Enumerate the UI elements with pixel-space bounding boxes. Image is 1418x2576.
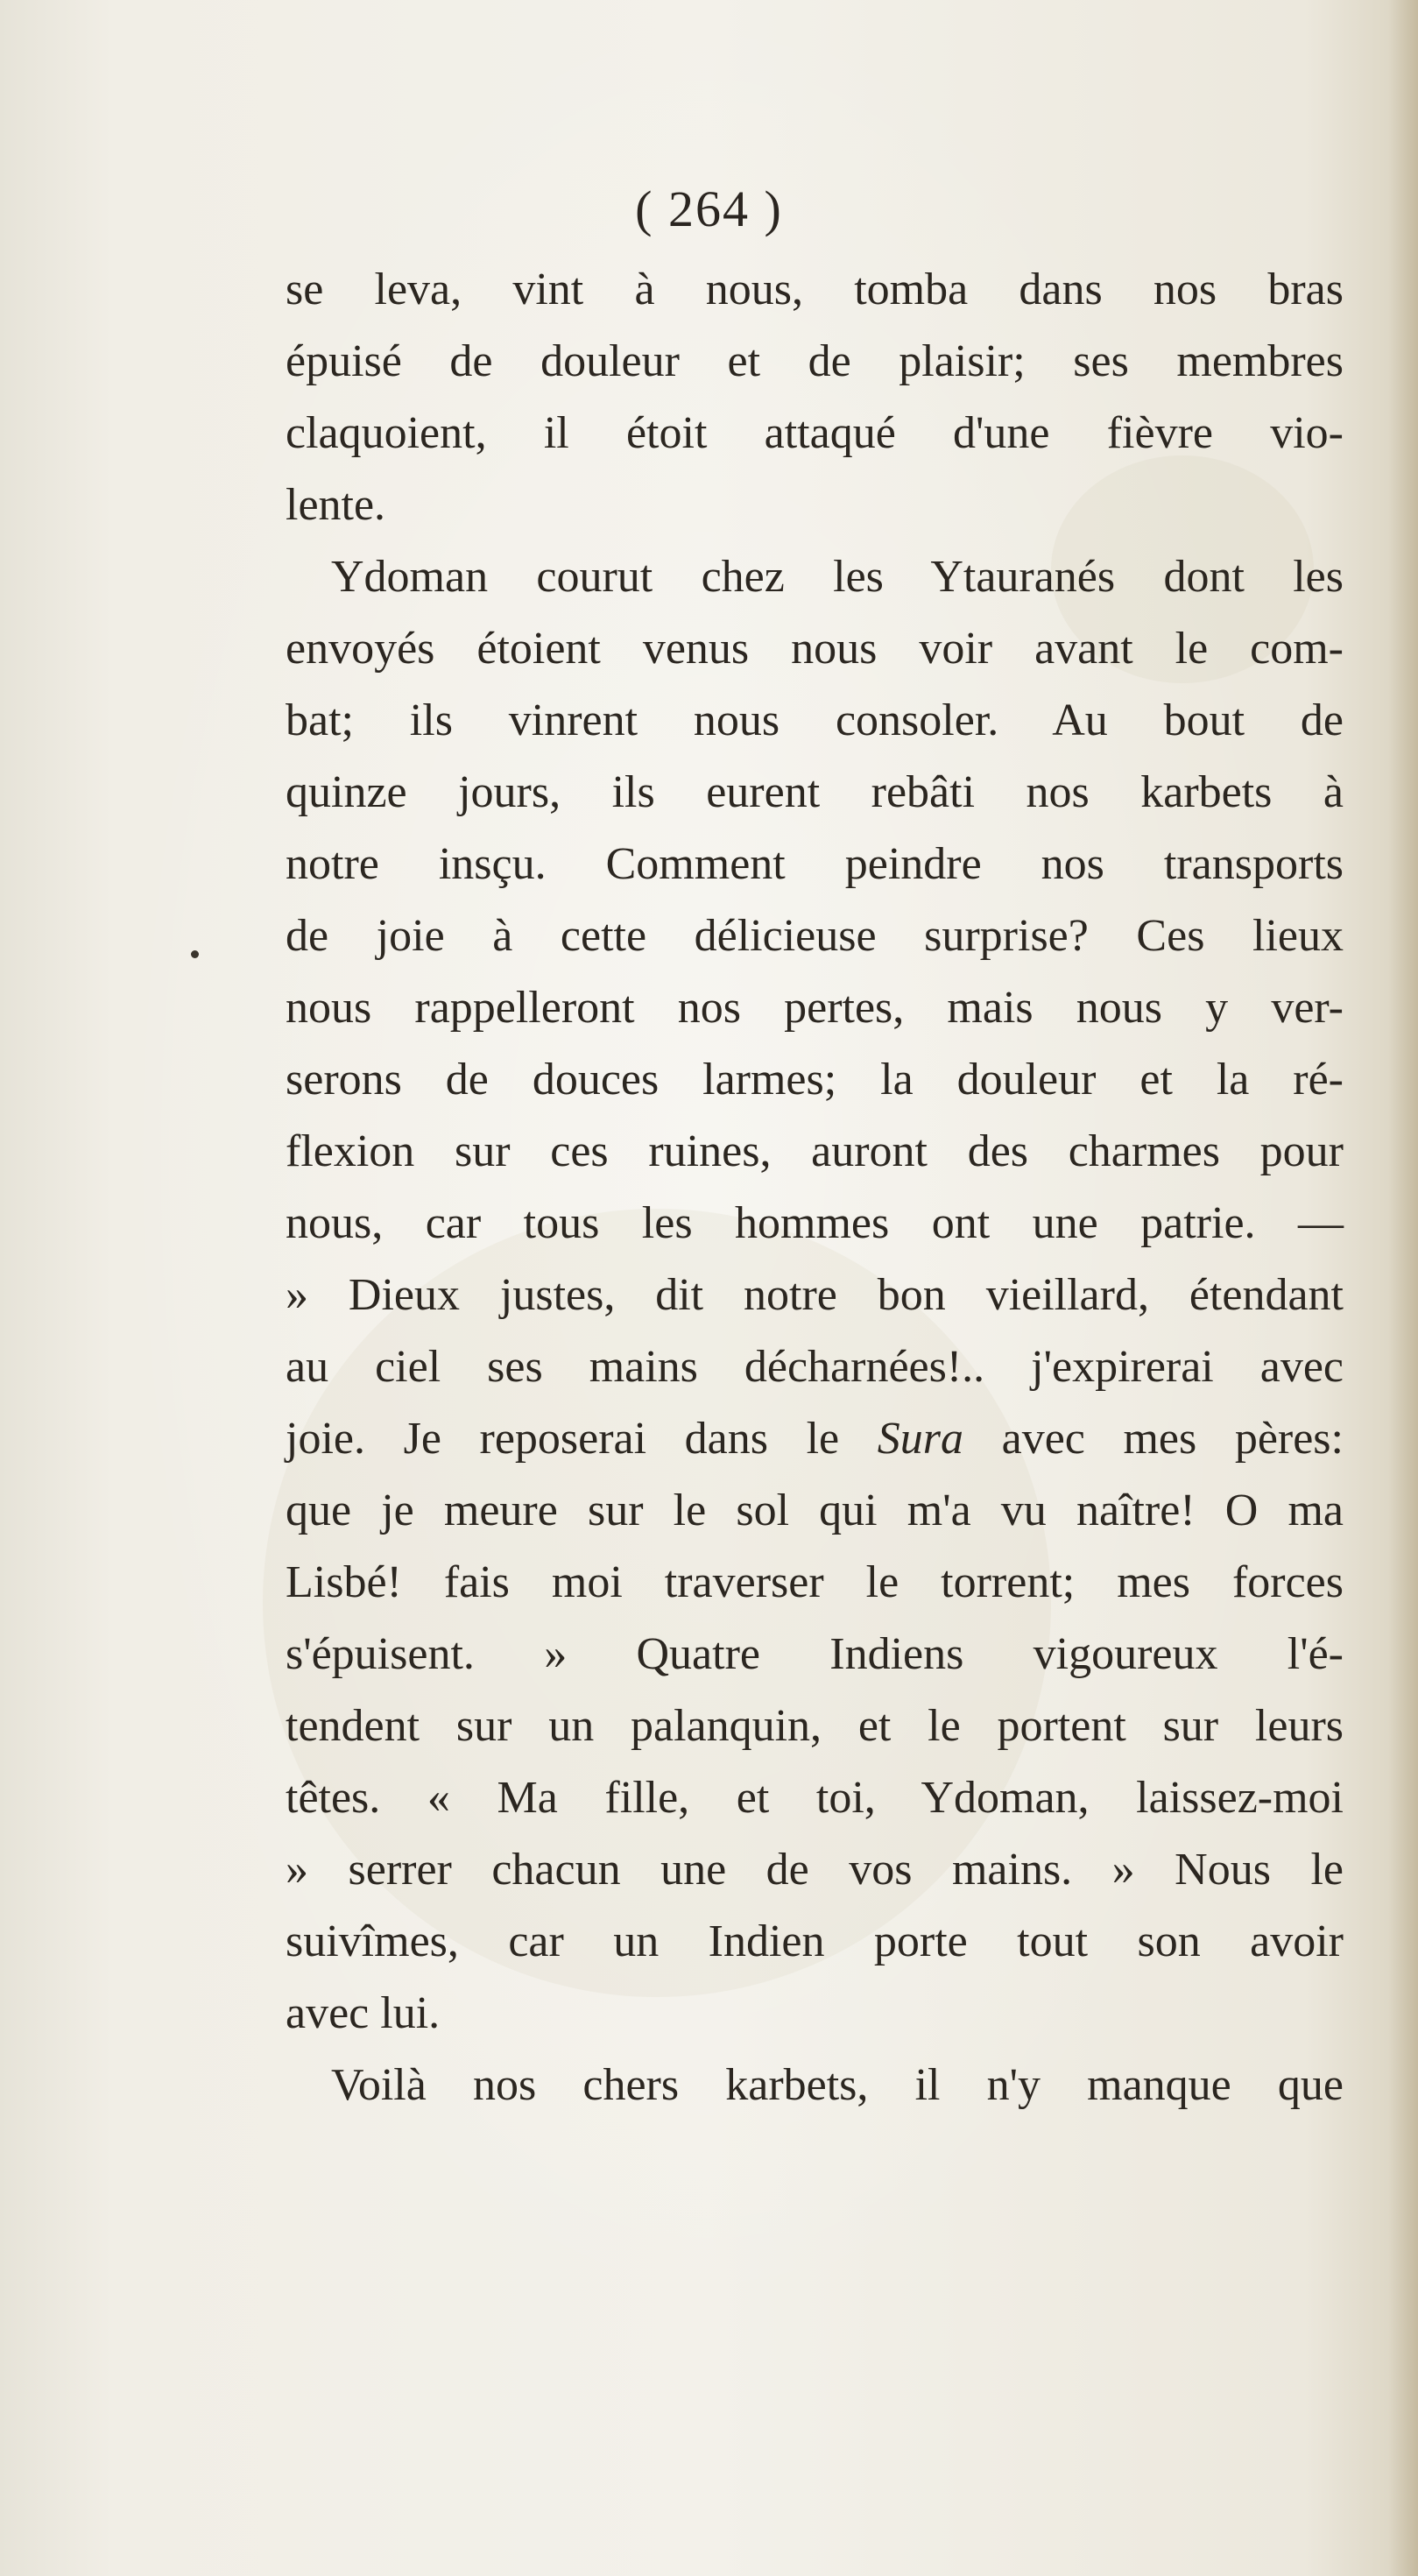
text-line: que je meure sur le sol qui m'a vu naître! O ma bbox=[286, 1486, 1344, 1535]
text-line: Lisbé! fais moi traverser le torrent; mes forces bbox=[286, 1557, 1344, 1607]
text-line: nous, car tous les hommes ont une patrie. — bbox=[286, 1198, 1344, 1248]
text-line: flexion sur ces ruines, auront des charmes pour bbox=[286, 1126, 1344, 1176]
text-line: avec lui. bbox=[286, 1988, 441, 2038]
text-line: claquoient, il étoit attaqué d'une fièvre vio- bbox=[286, 408, 1344, 458]
page-number: ( 264 ) bbox=[635, 180, 783, 237]
text-line: suivîmes, car un Indien porte tout son avoir bbox=[286, 1916, 1344, 1966]
text-fragment: joie. Je reposerai dans le bbox=[286, 1414, 878, 1464]
text-line-with-emphasis bbox=[286, 1403, 1344, 1475]
page-edge-shadow bbox=[1388, 0, 1418, 2576]
text-fragment: avec mes pères: bbox=[963, 1414, 1344, 1464]
text-line: » Dieux justes, dit notre bon vieillard, étendant bbox=[286, 1270, 1344, 1320]
text-line: serons de douces larmes; la douleur et la ré- bbox=[286, 1055, 1344, 1105]
text-line: s'épuisent. » Quatre Indiens vigoureux l'é- bbox=[286, 1629, 1344, 1679]
text-line: » serrer chacun une de vos mains. » Nous le bbox=[286, 1845, 1344, 1895]
text-line: quinze jours, ils eurent rebâti nos karbets à bbox=[286, 767, 1344, 817]
body-text bbox=[286, 254, 1344, 2121]
margin-mark bbox=[191, 950, 199, 958]
text-line: notre insçu. Comment peindre nos transports bbox=[286, 839, 1344, 889]
text-line: envoyés étoient venus nous voir avant le com- bbox=[286, 624, 1344, 674]
paragraph-start-line: Ydoman courut chez les Ytauranés dont les bbox=[331, 552, 1344, 602]
text-line: têtes. « Ma fille, et toi, Ydoman, laissez-moi bbox=[286, 1773, 1344, 1823]
text-line: épuisé de douleur et de plaisir; ses membres bbox=[286, 336, 1344, 386]
text-line: bat; ils vinrent nous consoler. Au bout de bbox=[286, 695, 1344, 745]
text-line: tendent sur un palanquin, et le portent sur leurs bbox=[286, 1701, 1344, 1751]
paragraph-start-line: Voilà nos chers karbets, il n'y manque que bbox=[331, 2060, 1344, 2110]
text-line: nous rappelleront nos pertes, mais nous y ver- bbox=[286, 983, 1344, 1033]
text-line: se leva, vint à nous, tomba dans nos bras bbox=[286, 265, 1344, 314]
text-line: de joie à cette délicieuse surprise? Ces lieux bbox=[286, 911, 1344, 961]
emphasized-word: Sura bbox=[877, 1414, 963, 1464]
text-line: au ciel ses mains décharnées!.. j'expirerai avec bbox=[286, 1342, 1344, 1392]
text-line: lente. bbox=[286, 480, 386, 530]
